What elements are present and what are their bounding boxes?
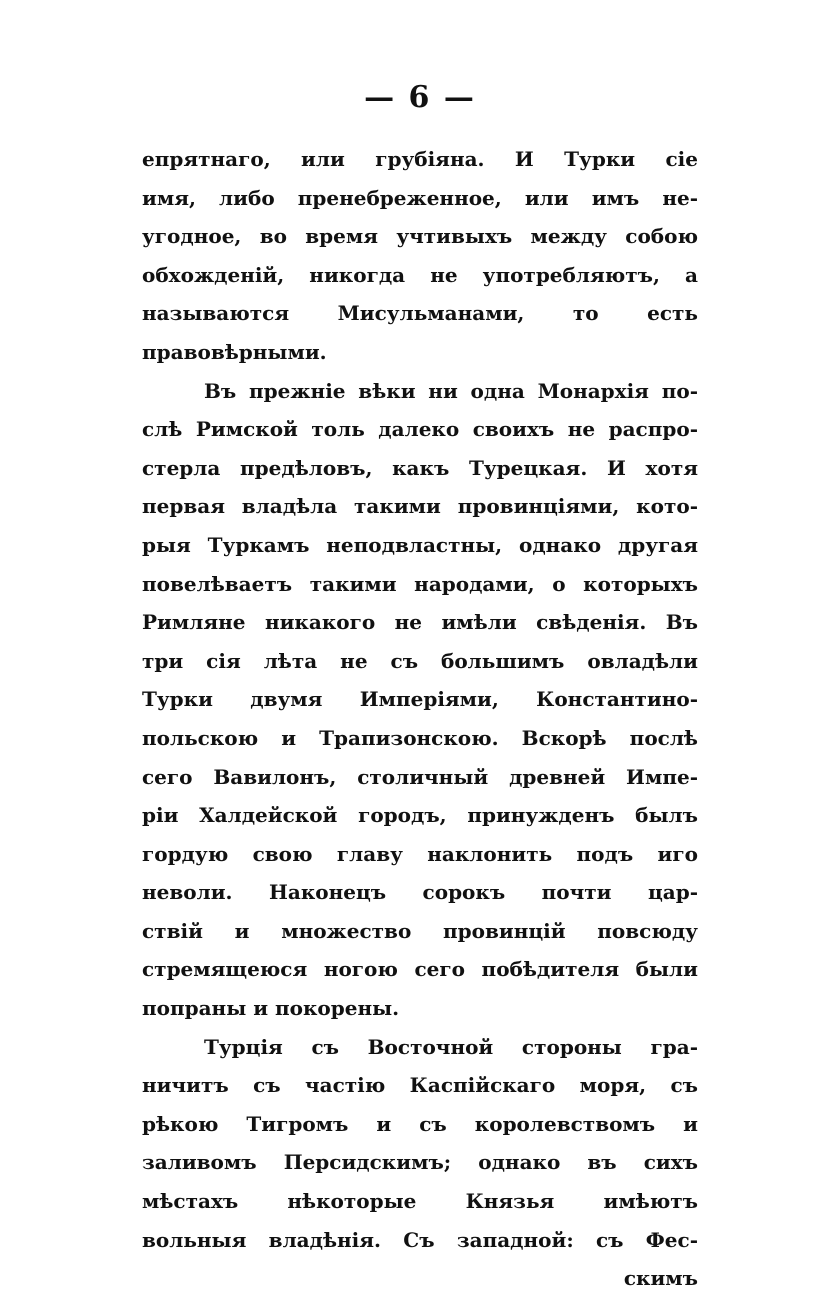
text-line: стерла предѣловъ, какъ Турецкая. И хотя xyxy=(142,455,698,480)
text-line: называются Мисульманами, то есть xyxy=(142,301,698,326)
text-line: обхожденій, никогда не употребляютъ, а xyxy=(142,262,698,287)
text-line: слѣ Римской толь далеко своихъ не распро- xyxy=(142,417,698,442)
text-line: вольныя владѣнія. Съ западной: съ Фес- xyxy=(142,1227,698,1252)
text-line: угодное, во время учтивыхъ между собою xyxy=(142,224,698,249)
text-line: епрятнаго, или грубіяна. И Турки сіе xyxy=(142,147,698,171)
text-line: Турки двумя Имперіями, Константино- xyxy=(142,687,698,712)
text-line: три сія лѣта не съ большимъ овладѣли xyxy=(142,648,698,673)
text-line: Турція съ Восточной стороны гра- xyxy=(204,1034,698,1059)
text-line: попраны и покорены. xyxy=(142,996,400,1021)
text-line: заливомъ Персидскимъ; однако въ сихъ xyxy=(142,1150,698,1175)
text-line: стремящеюся ногою сего побѣдителя были xyxy=(142,957,698,982)
text-line: первая владѣла такими провинціями, кото- xyxy=(142,494,698,519)
catchword: скимъ xyxy=(623,1266,698,1291)
text-line: неволи. Наконецъ сорокъ почти цар- xyxy=(142,880,698,905)
text-line: сего Вавилонъ, столичный древней Импе- xyxy=(142,764,698,789)
text-line: польскою и Трапизонскою. Вскорѣ послѣ xyxy=(142,725,698,750)
text-line: ничитъ съ частію Каспійскаго моря, съ xyxy=(142,1073,698,1098)
text-line: рыя Туркамъ неподвластны, однако другая xyxy=(142,532,698,557)
text-line: правовѣрными. xyxy=(142,339,327,364)
text-line: Римляне никакого не имѣли свѣденія. Въ xyxy=(142,610,698,635)
text-line: гордую свою главу наклонить подъ иго xyxy=(142,841,698,866)
text-line: рѣкою Тигромъ и съ королевствомъ и xyxy=(142,1111,698,1136)
page-number: — 6 — xyxy=(364,80,476,115)
text-line: мѣстахъ нѣкоторые Князья имѣютъ xyxy=(142,1189,698,1214)
text-line: Въ прежніе вѣки ни одна Монархія по- xyxy=(204,378,698,403)
text-line: повелѣваетъ такими народами, о которыхъ xyxy=(142,571,698,596)
text-line: имя, либо пренебреженное, или имъ не- xyxy=(142,185,698,210)
body-text xyxy=(142,140,698,1298)
text-line: ріи Халдейской городъ, принужденъ былъ xyxy=(142,803,698,828)
text-line: ствій и множество провинцій повсюду xyxy=(142,918,698,943)
